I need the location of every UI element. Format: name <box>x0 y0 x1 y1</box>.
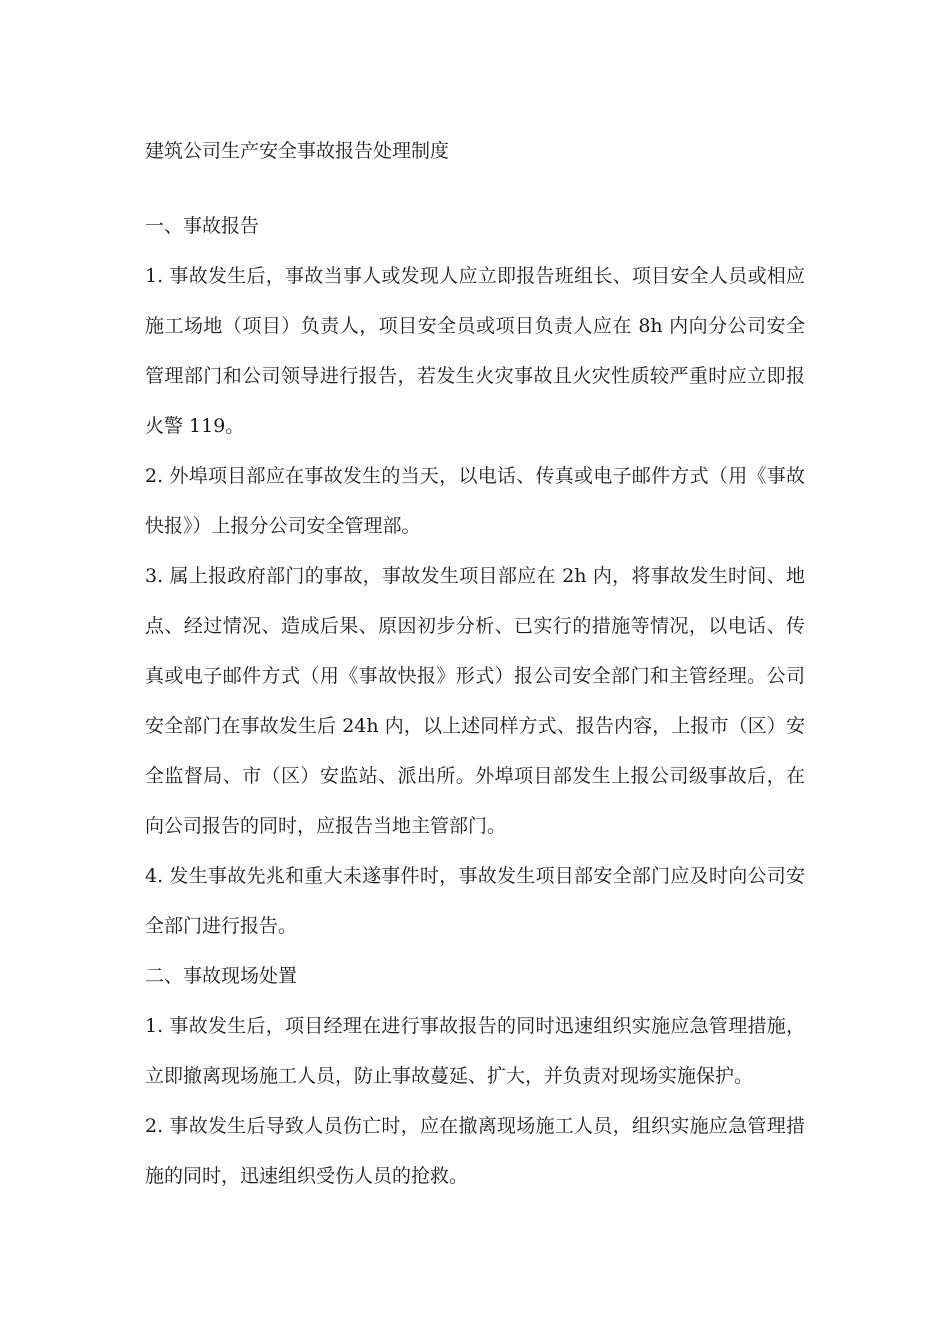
section-heading: 二、事故现场处置 <box>145 965 298 987</box>
paragraph: 4. 发生事故先兆和重大未遂事件时，事故发生项目部安全部门应及时向公司安全部门进行报告。 <box>145 865 805 937</box>
section-accident-report <box>145 201 805 951</box>
paragraph: 1. 事故发生后，事故当事人或发现人应立即报告班组长、项目安全人员或相应施工场地（项目）负责人，项目安全员或项目负责人应在 8h 内向分公司安全管理部门和公司领导进行报告，若发生火灾事故且火灾性质较严重时应立即报火警 119。 <box>145 265 805 437</box>
paragraph: 2. 外埠项目部应在事故发生的当天，以电话、传真或电子邮件方式（用《事故快报》）上报分公司安全管理部。 <box>145 465 805 537</box>
document-title: 建筑公司生产安全事故报告处理制度 <box>145 140 450 162</box>
document-page <box>145 126 805 1201</box>
paragraph: 1. 事故发生后，项目经理在进行事故报告的同时迅速组织实施应急管理措施，立即撤离现场施工人员，防止事故蔓延、扩大，并负责对现场实施保护。 <box>145 1015 805 1087</box>
paragraph: 3. 属上报政府部门的事故，事故发生项目部应在 2h 内，将事故发生时间、地点、经过情况、造成后果、原因初步分析、已实行的措施等情况，以电话、传真或电子邮件方式（用《事故快报》形式）报公司安全部门和主管经理。公司安全部门在事故发生后 24h 内，以上述同样方式、报告内容，上报市（区）安全监督局、市（区）安监站、派出所。外埠项目部发生上报公司级事故后，在向公司报告的同时，应报告当地主管部门。 <box>145 565 805 837</box>
section-heading: 一、事故报告 <box>145 215 260 237</box>
section-site-handling <box>145 951 805 1201</box>
paragraph: 2. 事故发生后导致人员伤亡时，应在撤离现场施工人员，组织实施应急管理措施的同时，迅速组织受伤人员的抢救。 <box>145 1115 805 1187</box>
